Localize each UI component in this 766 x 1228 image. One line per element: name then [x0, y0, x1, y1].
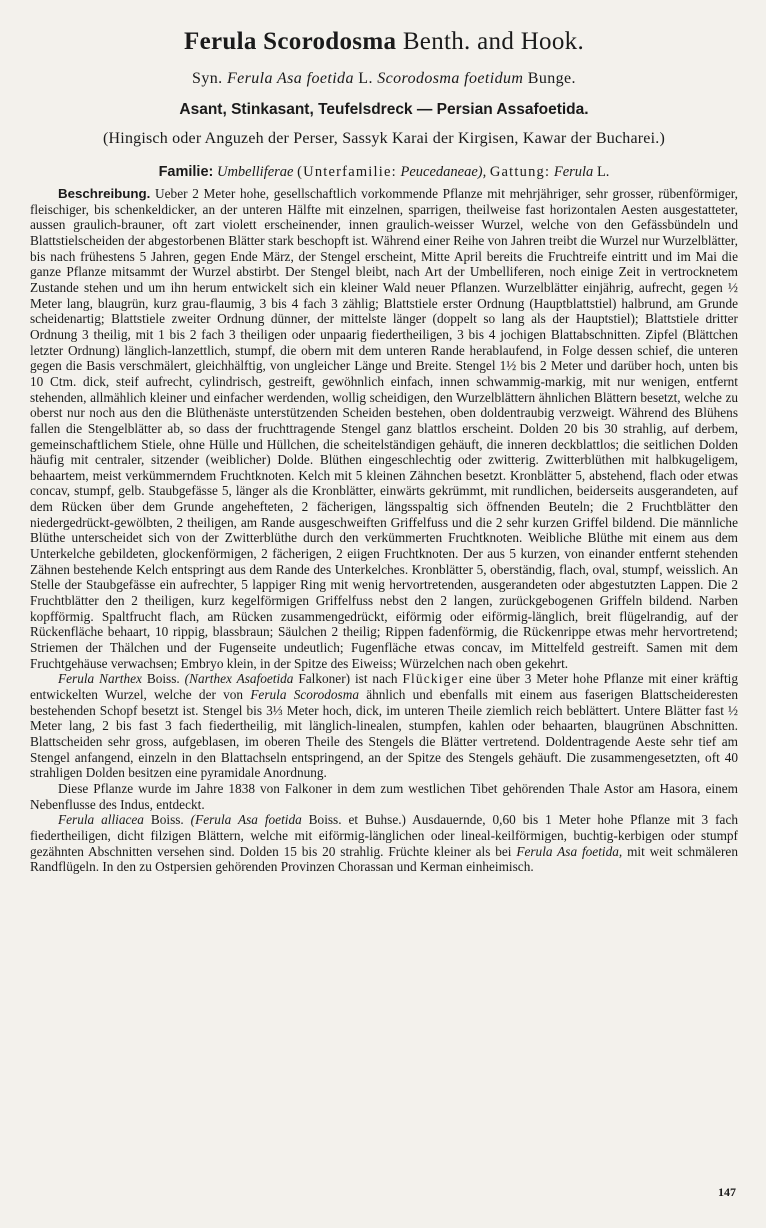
syn-author-2: Bunge.	[527, 70, 576, 87]
common-names: Asant, Stinkasant, Teufelsdreck — Persian Assafoetida.	[179, 101, 589, 118]
alliacea-text-2: mit weit schmäleren Randflügeln. In den zu Ostpersien gehörenden Provinzen Chorassan und Kerman einheimisch.	[30, 843, 738, 875]
syn-name-2: Scorodosma foetidum	[377, 70, 524, 87]
description-text: Ueber 2 Meter hohe, gesellschaftlich vorkommende Pflanze mit mehrjähriger, sehr grosser, rübenförmiger, fleischiger, bis schenkeldicker, an der unteren Hälfte mit einzelnen, sparrigen, theilweise fast horizontalen Aesten ausgestatteter, aussen graulich-brauner, oft zart violett erscheinender, innen graulich-weisser Wurzel, welche von den Gefässbündeln und Blattstielscheiden der abgestorbenen Blätter stark beschopft ist. Während einer Reihe von Jahren treibt die Wurzel nur Wurzelblätter, bis nach frühestens 5 Jahren, gegen Ende März, der Stengel erscheint, Mitte April bereits die Fruchtreife eintritt und im Mai die ganze Pflanze mitsammt der Wurzel abstirbt. Der Stengel bleibt, nach Art der Umbelliferen, noch einige Zeit in vertrocknetem Zustande stehen und um ihn herum entwickelt sich ein kleiner Wald neuer Pflanzen. Wurzelblätter einjährig, aufrecht, gegen ½ Meter lang, blaugrün, kurz grau-flaumig, 3 bis 4 fach 3 zählig; Blattstiele erster Ordnung (Hauptblattstiel) halbrund, am Grunde scheidenartig; Blattstiele zweiter Ordnung dünner, der mittelste länger (doppelt so lang als der Hauptstiel); Blattstiele dritter Ordnung 3 theilig, mit 1 bis 2 fach 3 theiligen oder unpaarig fiedertheiligen, 3 bis 4 jochigen Blattabschnitten. Zipfel (Blättchen letzter Ordnung) länglich-lanzettlich, stumpf, die obern mit dem unteren Rande herablaufend, in Folge dessen schief, die unteren gegen die Basis verschmälert, gleichhälftig, von ungleicher Länge und Breite. Stengel 1½ bis 2 Meter und darüber hoch, unten bis 10 Ctm. dick, steif aufrecht, cylindrisch, gestreift, gewöhnlich einfach, innen schwammig-markig, mit nur wenigen, entfernt stehenden, allmählich kleiner und einfacher werdenden, wollig scheidigen, den Wurzelblättern ähnlichen Blättern besetzt, welche zu oberst nur noch aus den die Blüthenäste unterstützenden Scheiden bestehen, oben doldentraubig verzweigt. Während des Blühens fallen die Stengelblätter ab, so dass der fruchttragende Stengel ganz blattlos erscheint. Dolden 20 bis 30 strahlig, auf derbem, gemeinschaftlichem Stiele, ohne Hülle und Hüllchen, die scheitelständigen gehäuft, die inneren deckblattlos; die seitlichen Dolden häufig mit centraler, sitzender (weiblicher) Dolde. Blüthen eingeschlechtig oder zwitterig. Zwitterblüthen mit halbkugeligem, behaartem, meist verkümmerndem Fruchtknoten. Kelch mit 5 kleinen Zähnchen besetzt. Kronblätter 5, abstehend, flach oder etwas concav, stumpf, gelb. Staubgefässe 5, länger als die Kronblätter, einwärts gekrümmt, mit rundlichen, beiderseits ausgerandeten, auf dem Rücken über dem Grunde angehefteten, 2 fächerigen, längsspaltig sich öffnenden Beuteln; die 2 Fruchtblätter den niedergedrückt-gewölbten, 2 theiligen, am Rande ausgeschweiften Griffelfuss und die 2 sehr kurzen Griffel bildend. Die männliche Blüthe unterscheidet sich von der Zwitterblüthe durch den verkümmerten Fruchtknoten. Weibliche Blüthe mit einem aus dem Unterkelche gebildeten, glockenförmigen, 2 fächerigen, 2 eiigen Fruchtknoten. Der aus 5 kurzen, von einander entfernt stehenden Zähnen bestehende Kelch entspringt aus dem Rande des Unterkelches. Kronblätter 5, oberständig, flach, oval, stumpf, weisslich. An Stelle der Staubgefässe ein aufrechter, 5 lappiger Ring mit wenig hervortretenden, ausgerandeten oder abgestutzten Lappen. Die 2 Fruchtblätter den 2 theiligen, kurz kegelförmigen Griffelfuss nebst den 2 langen, zurückgebogenen Griffeln bildend. Narben kopfförmig. Spaltfrucht flach, am Rücken zusammengedrückt, eiförmig oder eiförmig-länglich, breit flügelrandig, auf der Rückenfläche behaart, 10 rippig, blassbraun; Säulchen 2 theilig; Rippen fadenförmig, die Rückenrippe etwas mehr hervortretend; Striemen der Thälchen und der Fugenseite undeutlich; Fugenfläche etwas concav, im Mittelfeld gestreift. Samen mit dem Fruchtgehäuse verwachsen; Embryo klein, in der Spitze des Eiweiss; Würzelchen nach oben gekehrt.	[30, 186, 739, 671]
alliacea-name: Ferula alliacea	[58, 812, 144, 828]
paragraph-narthex	[30, 671, 738, 781]
narthex-synonym: (Narthex Asafoetida	[184, 671, 294, 687]
paragraph-alliacea	[30, 812, 738, 875]
narthex-text-1: eine über 3 Meter hohe Pflanze mit einer kräftig entwickelten Wurzel, welche der von	[30, 671, 738, 702]
narthex-ref: Ferula Scorodosma	[250, 687, 359, 702]
subfamily-label: (Unterfamilie:	[297, 164, 397, 180]
flueckiger-name: Flückiger	[402, 671, 465, 687]
description-label: Beschreibung.	[58, 186, 151, 201]
narthex-name: Ferula Narthex	[58, 671, 142, 687]
local-names: (Hingisch oder Anguzeh der Perser, Sassyk Karai der Kirgisen, Kawar der Bucharei.)	[103, 130, 665, 147]
description-body	[30, 186, 738, 875]
synonym-line	[30, 70, 738, 88]
narthex-synonym-author: Falkoner) ist nach	[298, 671, 398, 687]
genus-label: Gattung:	[489, 164, 551, 180]
syn-label: Syn.	[192, 70, 223, 87]
page-number: 147	[718, 1185, 736, 1199]
paragraph-description	[30, 186, 738, 671]
genus-author: L.	[596, 164, 610, 180]
title-genus: Ferula Scorodosma	[184, 28, 397, 55]
document-page	[0, 28, 766, 1228]
family-name: Umbelliferae	[216, 164, 294, 180]
family-label: Familie:	[158, 164, 214, 180]
syn-author-1: L.	[358, 70, 373, 87]
title-authority: Benth. and Hook.	[402, 28, 584, 55]
narthex-text-2: ähnlich und ebenfalls mit einem aus faserigen Blattscheideresten bestehenden Schopf besetzt ist. Stengel bis 3⅓ Meter hoch, dick, im unteren Theile ziemlich reich beblättert. Untere Blätter fast ½ Meter lang, 2 bis fast 3 fach fiedertheilig, mit länglich-linealen, stumpfen, kahlen oder behaarten, blaugrünen Abschnitten. Blattscheiden sehr gross, aufgeblasen, im oberen Theile des Stengels die Blätter vertretend. Doldentragende Aeste sehr tief am Stengel anfangend, einzeln in den Blattachseln entspringend, an der Spitze des Stengels gehäuft. Die zusammengesetzten, oft 40 strahligen Dolden besitzen eine pyramidale Anordnung.	[30, 687, 739, 781]
alliacea-synonym: (Ferula Asa foetida	[190, 812, 302, 828]
narthex-author: Boiss.	[146, 671, 180, 687]
page-title	[30, 28, 738, 56]
alliacea-ref: Ferula Asa foetida,	[516, 843, 623, 859]
alliacea-text-1: Boiss. et Buhse.) Ausdauernde, 0,60 bis 1 Meter hohe Pflanze mit 3 fach fiedertheiligen, dicht filzigen Blättern, welche mit eiförmig-länglichen oder lineal-keilförmigen, buchtig-kerbigen oder stumpf gezähnten Abschnitten versehen sind. Dolden 15 bis 20 strahlig. Früchte kleiner als bei	[30, 812, 738, 859]
syn-name-1: Ferula Asa foetida	[226, 70, 354, 87]
genus-name: Ferula	[553, 164, 594, 180]
subfamily-name: Peucedaneae),	[400, 164, 487, 180]
alliacea-author: Boiss.	[150, 812, 184, 828]
paragraph-discovery: Diese Pflanze wurde im Jahre 1838 von Falkoner in dem zum westlichen Tibet gehörenden Thale Astor am Hasora, einem Nebenflusse des Indus, entdeckt.	[30, 780, 738, 812]
family-line	[30, 164, 738, 181]
